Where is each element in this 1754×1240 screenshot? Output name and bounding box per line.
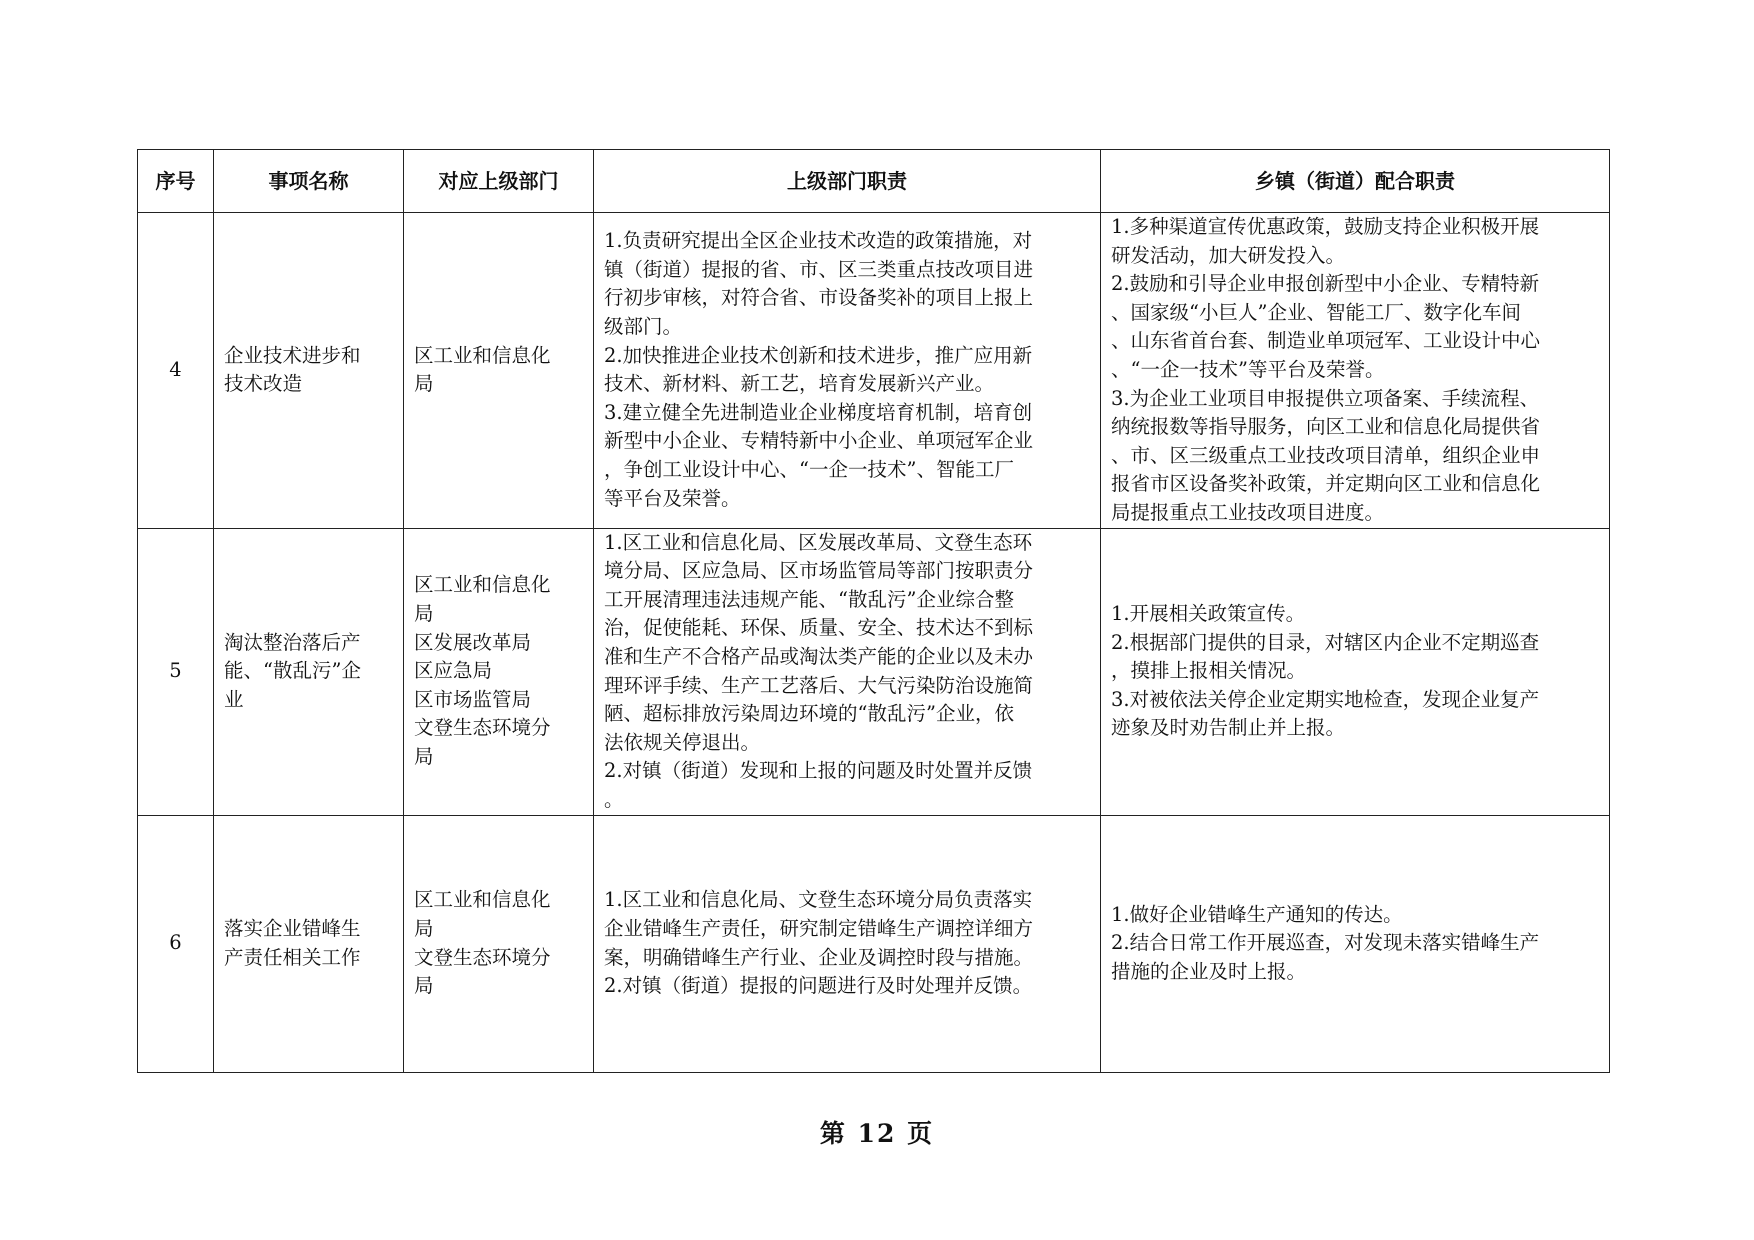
table-header-row (138, 150, 1610, 213)
row-item-name: 企业技术进步和 技术改造 (214, 213, 404, 529)
responsibility-table (137, 149, 1610, 1073)
table-row (138, 213, 1610, 529)
row-town-duty: 1.开展相关政策宣传。 2.根据部门提供的目录，对辖区内企业不定期巡查 ，摸排上报相关情况。 3.对被依法关停企业定期实地检查，发现企业复产 迹象及时劝告制止并上报。 (1101, 528, 1610, 815)
row-town-duty: 1.做好企业错峰生产通知的传达。 2.结合日常工作开展巡查，对发现未落实错峰生产 措施的企业及时上报。 (1101, 815, 1610, 1072)
row-upper-duty: 1.负责研究提出全区企业技术改造的政策措施，对 镇（街道）提报的省、市、区三类重点技改项目进 行初步审核，对符合省、市设备奖补的项目上报上 级部门。 2.加快推进企业技术创新和技术进步，推广应用新 技术、新材料、新工艺，培育发展新兴产业。 3.建立健全先进制造业企业梯度培育机制，培育创 新型中小企业、专精特新中小企业、单项冠军企业 ，争创工业设计中心、“一企一技术”、智能工厂 等平台及荣誉。 (594, 213, 1101, 529)
row-upper-duty: 1.区工业和信息化局、文登生态环境分局负责落实 企业错峰生产责任，研究制定错峰生产调控详细方 案，明确错峰生产行业、企业及调控时段与措施。 2.对镇（街道）提报的问题进行及时处理并反馈。 (594, 815, 1101, 1072)
header-item-name: 事项名称 (214, 150, 404, 213)
row-seq: 4 (138, 213, 214, 529)
row-seq: 5 (138, 528, 214, 815)
header-upper-duty: 上级部门职责 (594, 150, 1101, 213)
table-row (138, 528, 1610, 815)
row-seq: 6 (138, 815, 214, 1072)
table-row (138, 815, 1610, 1072)
header-seq: 序号 (138, 150, 214, 213)
header-department: 对应上级部门 (404, 150, 594, 213)
row-upper-duty: 1.区工业和信息化局、区发展改革局、文登生态环 境分局、区应急局、区市场监管局等部门按职责分 工开展清理违法违规产能、“散乱污”企业综合整 治，促使能耗、环保、质量、安全、技术达不到标 准和生产不合格产品或淘汰类产能的企业以及未办 理环评手续、生产工艺落后、大气污染防治设施简 陋、超标排放污染周边环境的“散乱污”企业，依 法依规关停退出。 2.对镇（街道）发现和上报的问题及时处置并反馈 。 (594, 528, 1101, 815)
header-town-duty: 乡镇（街道）配合职责 (1101, 150, 1610, 213)
page-number: 第 12 页 (819, 1119, 935, 1148)
row-department: 区工业和信息化 局 区发展改革局 区应急局 区市场监管局 文登生态环境分 局 (404, 528, 594, 815)
row-department: 区工业和信息化 局 文登生态环境分 局 (404, 815, 594, 1072)
row-town-duty: 1.多种渠道宣传优惠政策，鼓励支持企业积极开展 研发活动，加大研发投入。 2.鼓励和引导企业申报创新型中小企业、专精特新 、国家级“小巨人”企业、智能工厂、数字化车间 、山东省首台套、制造业单项冠军、工业设计中心 、“一企一技术”等平台及荣誉。 3.为企业工业项目申报提供立项备案、手续流程、 纳统报数等指导服务，向区工业和信息化局提供省 、市、区三级重点工业技改项目清单，组织企业申 报省市区设备奖补政策，并定期向区工业和信息化 局提报重点工业技改项目进度。 (1101, 213, 1610, 529)
row-department: 区工业和信息化 局 (404, 213, 594, 529)
row-item-name: 落实企业错峰生 产责任相关工作 (214, 815, 404, 1072)
row-item-name: 淘汰整治落后产 能、“散乱污”企 业 (214, 528, 404, 815)
